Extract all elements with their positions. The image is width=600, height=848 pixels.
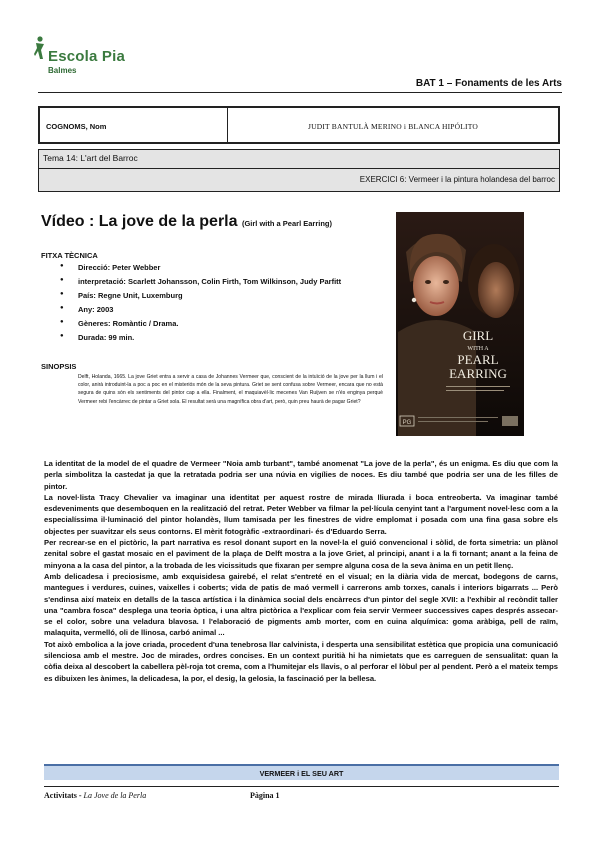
- technical-sheet-list: [60, 263, 341, 347]
- video-original-title: (Girl with a Pearl Earring): [241, 219, 332, 228]
- movie-poster: [396, 212, 524, 436]
- video-title: [41, 213, 332, 231]
- video-title-text: Vídeo : La jove de la perla: [41, 213, 238, 230]
- review-paragraph: Amb delicadesa i preciosisme, amb exquisidesa gairebé, el relat s'entreté en el visual; en la diària vida de mercat, bodegons de carns, mantegues i verdures, cuines, vaixelles i coberts; vida de patis de maó vermell i carrerons amb torxes, canals i interiors bigarrats ... Però s'endinsa així mateix en detalls de la tasca artística i la dinàmica social dels encàrrecs d'un pintor del segle XVII: a l'exhibir al recòndit taller una "cambra fosca" desplega una teoria òptica, i una altra pictòrica a l'explicar com feia servir Vermeer successives capes després assecar-se el color, sobre una veladura blavosa. I l'elaboració de pigments amb morter, com en cuina alquímica: goma aràbiga, pell de raïm, malaquita, vermelló, oli de llinosa, carbó animal ...: [44, 571, 558, 638]
- footer-activities-label: Activitats -: [44, 791, 84, 800]
- student-name-value: JUDIT BANTULÀ MERINO i BLANCA HIPÓLITO: [307, 122, 479, 131]
- review-paragraph: Tot això embolica a la jove criada, procedent d'una tenebrosa llar calvinista, i desperta una sensibilitat estètica que propicia una comunicació silenciosa amb el mestre. Joc de mirades, ordres concises. En un context puritià hi ha nimietats que es carreguen de sensualitat: quan la còfia deixa al descobert la cabellera pèl-roja tot crema, com a l'humitejar els llavis, o al perforar el lòbul per al pendent. Però a el mateix temps es dibuixen les ànimes, la delicadesa, la por, el desig, la gelosia, la fascinació per la bellesa.: [44, 639, 558, 683]
- list-item: ● Durada: 99 min.: [60, 333, 341, 347]
- topic-title: Tema 14: L'art del Barroc: [43, 153, 138, 163]
- section-bar: VERMEER i EL SEU ART: [44, 764, 559, 780]
- brand-name: Escola Pia: [48, 48, 126, 65]
- poster-rating: PG: [402, 420, 412, 426]
- list-item: ● Direcció: Peter Webber: [60, 263, 341, 277]
- exercise-row: [39, 168, 559, 191]
- review-paragraph: Per recrear-se en el pictòric, la part narrativa es resol donant suport en la novel·la el guió convencional i sòlid, de forta simetria: un plànol zenital sobre el gastat mosaic en el paviment de la plaça de Delft mostra a la jove Griet, al principi, anant i a la fi tornant; anant a la feina de minyona a la casa del pintor, a la trobada de les vicissituds que fixaran per sempre alguna cosa de la seva ànima en un petit llenç.: [44, 538, 558, 570]
- document-header-title: BAT 1 – Fonaments de les Arts: [415, 78, 562, 89]
- list-item: ● País: Regne Unit, Luxemburg: [60, 291, 341, 305]
- footer-activities: [44, 791, 146, 800]
- technical-sheet-heading: FITXA TÈCNICA: [41, 251, 98, 260]
- review-paragraph: La novel·lista Tracy Chevalier va imaginar una identitat per aquest rostre de mirada lliurada i boca entreoberta. Va imaginar també esdeveniments que desemboquen en la realització del retrat. Peter Webber va filmar la pel·lícula cenyint tant a l'argument novel·lesc com a la especialíssima il·luminació del pintor holandès, llum tamisada per les finestres de vidre emplomat i posada com una fina gasa sobre els objectes per suavitzar els seus contorns. El mèrit fotogràfic -extraordinari- és d'Eduardo Serra.: [44, 492, 558, 536]
- page-number: Pàgina 1: [250, 791, 280, 800]
- poster-title-line: PEARL: [457, 352, 499, 367]
- review-paragraph: La identitat de la model de el quadre de Vermeer "Noia amb turbant", també anomenat "La jove de la perla", és un enigma. Es diu que com la perla simbolitza la castedat ja que la retratada podria ser una núvia en vigílies de noces. Es diu també que podria ser una de les filles de pintor.: [44, 459, 558, 491]
- list-item: ● interpretació: Scarlett Johansson, Colin Firth, Tom Wilkinson, Judy Parfitt: [60, 277, 341, 291]
- review-body: [44, 458, 558, 684]
- synopsis-heading: SINOPSIS: [41, 362, 77, 371]
- poster-title-line: WITH A: [467, 346, 489, 352]
- student-name-label: COGNOMS, Nom: [40, 108, 228, 142]
- exercise-title: EXERCICI 6: Vermeer i la pintura holandesa del barroc: [359, 175, 555, 184]
- poster-title-line: GIRL: [462, 328, 494, 343]
- list-item: ● Gèneres: Romàntic / Drama.: [60, 319, 341, 333]
- topic-table: [38, 149, 560, 192]
- student-name-table: [38, 106, 560, 144]
- header-divider: [38, 92, 562, 93]
- poster-title-line: EARRING: [449, 366, 507, 381]
- brand-subtitle: Balmes: [48, 66, 77, 75]
- footer-divider: [44, 786, 559, 787]
- synopsis-text: Delft, Holanda, 1665. La jove Griet entra a servir a casa de Johannes Vermeer que, conscient de la intuïció de la jove per la llum i el color, anirà introduint-la a poc a poc en el misteriós món de la seva pintura. Griet se sent confusa sobre Vermeer, encara que no està segura de quins són els sentiments del pintor cap a ella. Finalment, el maquiavèl·lic mecenes Van Ruijven se n'és enginya perquè Vermeer rebi l'encàrrec de pintar a Griet sola. El resultat serà una magnífica obra d'art, però, quin preu haurà de pagar Griet?: [78, 374, 383, 405]
- school-logo: [34, 36, 154, 82]
- list-item: ● Any: 2003: [60, 305, 341, 319]
- person-logo-icon: [34, 36, 48, 60]
- footer-activities-title: La Jove de la Perla: [83, 791, 147, 800]
